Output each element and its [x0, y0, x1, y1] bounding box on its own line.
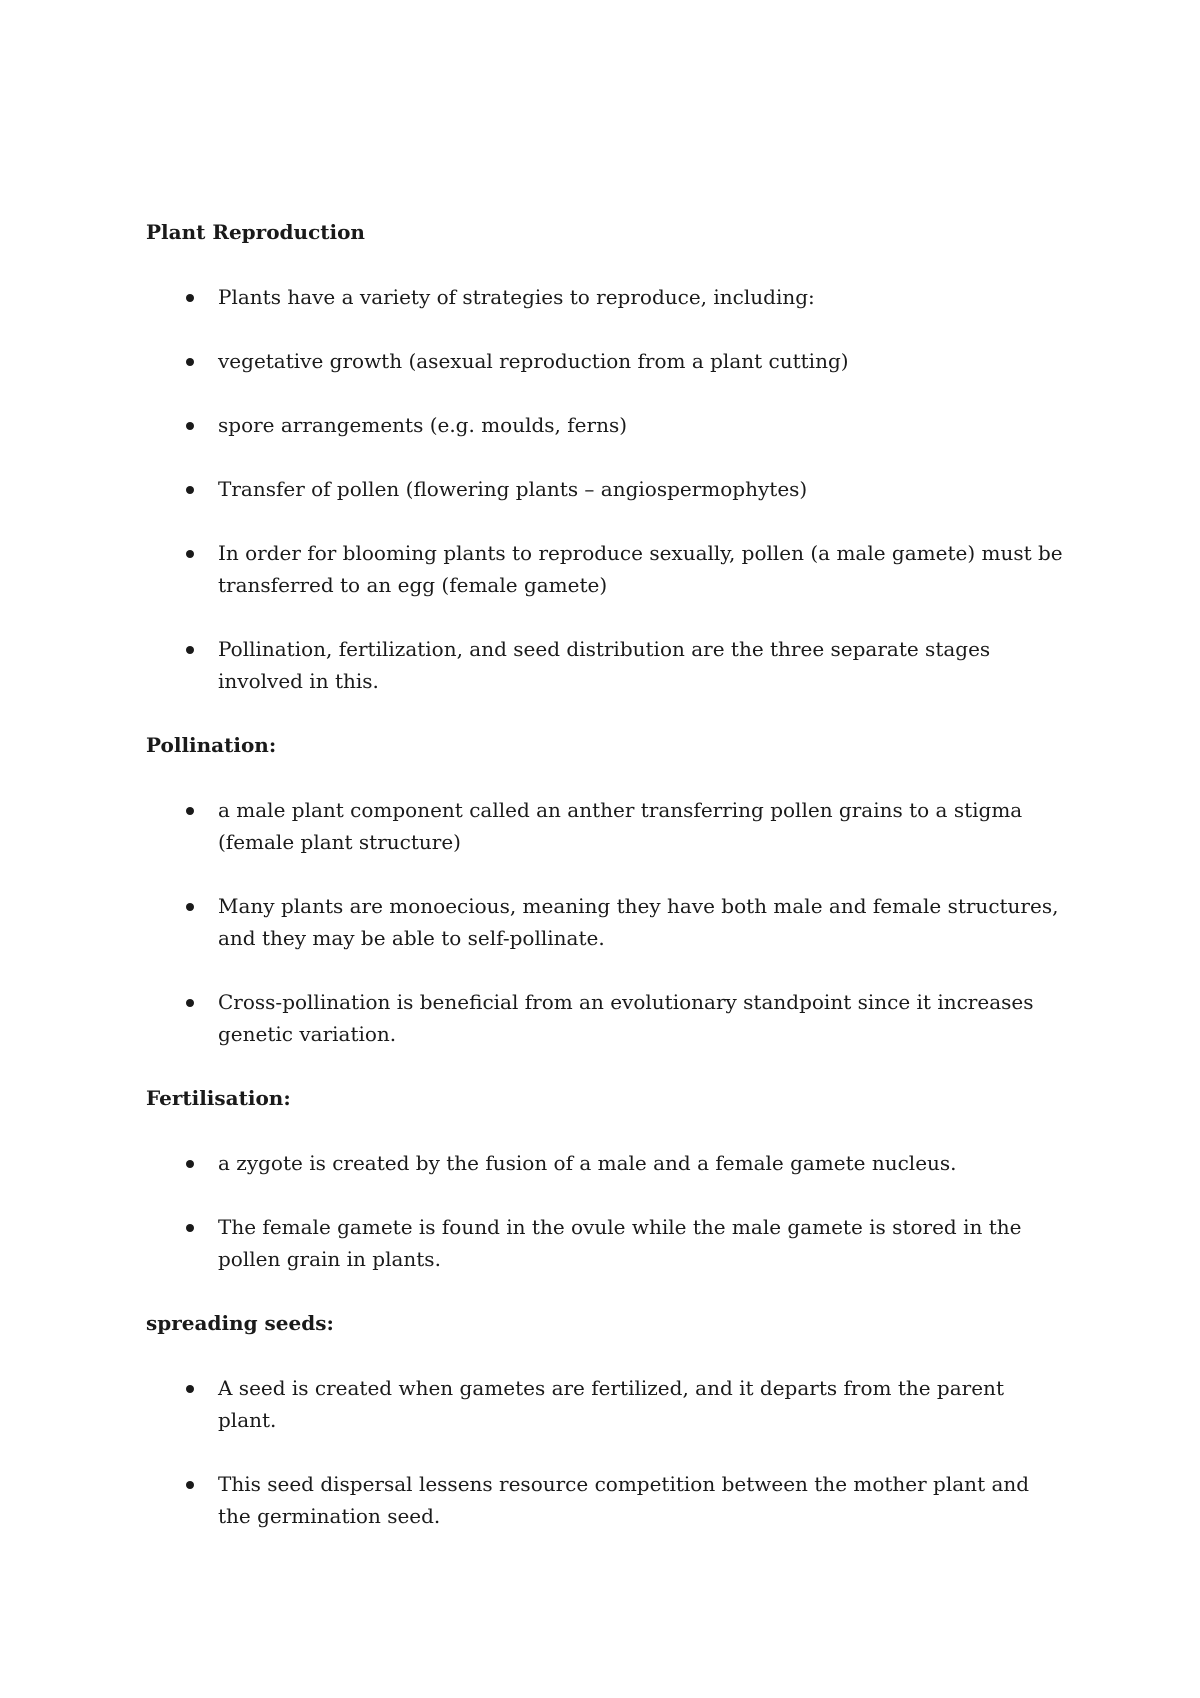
- list-item: [146, 473, 1066, 505]
- section-heading: spreading seeds:: [146, 1311, 334, 1335]
- section-fertilisation: [146, 1084, 1066, 1275]
- section-spreading-seeds: [146, 1309, 1066, 1532]
- section-pollination: [146, 731, 1066, 1050]
- list-item: [146, 345, 1066, 377]
- list-item-text: In order for blooming plants to reproduce sexually, pollen (a male gamete) must be transferred to an egg (female gamete): [218, 541, 1063, 597]
- list-item: [146, 409, 1066, 441]
- list-item-text: Pollination, fertilization, and seed distribution are the three separate stages involved in this.: [218, 637, 991, 693]
- bullet-icon: [186, 1224, 194, 1232]
- bullet-icon: [186, 807, 194, 815]
- list-item: [146, 1211, 1066, 1275]
- list-item: [146, 537, 1066, 601]
- list-item: [146, 890, 1066, 954]
- bullet-list: [146, 1147, 1066, 1275]
- section-heading: Plant Reproduction: [146, 220, 365, 244]
- list-item-text: Many plants are monoecious, meaning they have both male and female structures, and they may be able to self-pollinate.: [218, 894, 1059, 950]
- bullet-icon: [186, 1160, 194, 1168]
- bullet-icon: [186, 486, 194, 494]
- list-item: [146, 986, 1066, 1050]
- bullet-list: [146, 794, 1066, 1050]
- bullet-icon: [186, 999, 194, 1007]
- list-item-text: vegetative growth (asexual reproduction from a plant cutting): [218, 349, 849, 373]
- list-item-text: a zygote is created by the fusion of a male and a female gamete nucleus.: [218, 1151, 957, 1175]
- list-item-text: The female gamete is found in the ovule while the male gamete is stored in the pollen grain in plants.: [218, 1215, 1022, 1271]
- list-item-text: a male plant component called an anther transferring pollen grains to a stigma (female plant structure): [218, 798, 1023, 854]
- section-plant-reproduction: [146, 218, 1066, 697]
- list-item: [146, 633, 1066, 697]
- bullet-icon: [186, 1385, 194, 1393]
- bullet-icon: [186, 1481, 194, 1489]
- bullet-icon: [186, 550, 194, 558]
- bullet-icon: [186, 646, 194, 654]
- list-item-text: A seed is created when gametes are fertilized, and it departs from the parent plant.: [218, 1376, 1004, 1432]
- bullet-icon: [186, 903, 194, 911]
- list-item: [146, 794, 1066, 858]
- bullet-icon: [186, 358, 194, 366]
- bullet-icon: [186, 422, 194, 430]
- section-heading: Pollination:: [146, 733, 277, 757]
- bullet-list: [146, 281, 1066, 697]
- list-item-text: Plants have a variety of strategies to reproduce, including:: [218, 285, 815, 309]
- list-item-text: Cross-pollination is beneficial from an evolutionary standpoint since it increases genetic variation.: [218, 990, 1034, 1046]
- list-item-text: Transfer of pollen (flowering plants – angiospermophytes): [218, 477, 808, 501]
- list-item-text: This seed dispersal lessens resource competition between the mother plant and the germination seed.: [218, 1472, 1030, 1528]
- list-item: [146, 281, 1066, 313]
- list-item: [146, 1468, 1066, 1532]
- list-item: [146, 1147, 1066, 1179]
- bullet-icon: [186, 294, 194, 302]
- bullet-list: [146, 1372, 1066, 1532]
- document-body: [146, 218, 1066, 1532]
- section-heading: Fertilisation:: [146, 1086, 291, 1110]
- list-item: [146, 1372, 1066, 1436]
- list-item-text: spore arrangements (e.g. moulds, ferns): [218, 413, 628, 437]
